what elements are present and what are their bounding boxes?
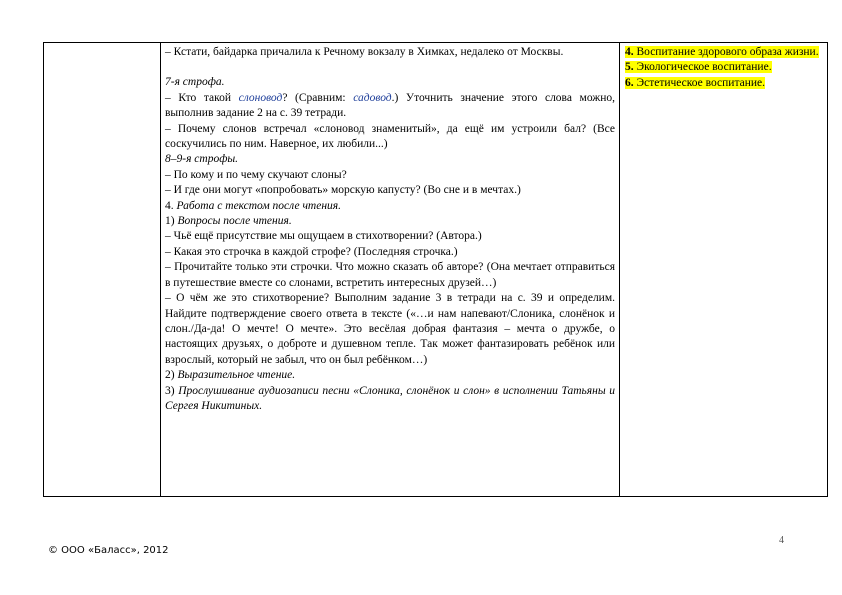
- question-presence: – Чьё ещё присутствие мы ощущаем в стихотворении? (Автора.): [165, 230, 482, 243]
- heading-stanza-8-9: 8–9-я строфы.: [165, 153, 239, 166]
- lesson-content-cell: [161, 43, 620, 496]
- question-author: – Прочитайте только эти строчки. Что можно сказать об авторе? (Она мечтает отправиться в путешествие вместе со слонами, встретить интересных друзей…): [165, 261, 615, 289]
- copyright-footer: © ООО «Баласс», 2012: [48, 545, 169, 556]
- goal-item-6: 6. Эстетическое воспитание.: [625, 76, 766, 89]
- question-line: – Какая это строчка в каждой строфе? (Последняя строчка.): [165, 245, 458, 258]
- question-seaweed: – И где они могут «попробовать» морскую капусту? (Во сне и в мечтах.): [165, 184, 521, 197]
- goal-item-4: 4. Воспитание здорового образа жизни.: [625, 46, 819, 58]
- heading-stanza-7: 7-я строфа.: [165, 76, 225, 89]
- section-4-2: 2) Выразительное чтение.: [165, 369, 296, 382]
- question-ball: – Почему слонов встречал «слоновод знаменитый», да ещё им устроили бал? (Все соскучились по ним. Наверное, их любили...): [165, 122, 615, 151]
- paragraph-kayak: – Кстати, байдарка причалила к Речному вокзалу в Химках, недалеко от Москвы.: [165, 46, 564, 58]
- education-goals-cell: [620, 43, 827, 498]
- table-column-empty: [44, 43, 161, 496]
- section-4-3: 3) Прослушивание аудиозаписи песни «Слоника, слонёнок и слон» в исполнении Татьяны и Сергея Никитиных.: [165, 384, 615, 412]
- question-miss: – По кому и по чему скучают слоны?: [165, 168, 347, 181]
- question-about: – О чём же это стихотворение? Выполним задание 3 в тетради на с. 39 и определим. Найдите подтверждение своего ответа в тексте («…и нам напевают/Слоника, слонёнок и слон./Да-да! О мечте! О мечте». Это весёлая добрая фантазия – мечта о дружбе, о настоящих друзьях, о доброте и душевном тепле. Так может фантазировать ребёнок или взрослый, который не забыл, что он был ребёнком…): [165, 292, 615, 366]
- section-4: 4. Работа с текстом после чтения.: [165, 199, 342, 212]
- question-slonovod: – Кто такой слоновод? (Сравним: садовод.) Уточнить значение этого слова можно, выполнив задание 2 на с. 39 тетради.: [165, 91, 616, 120]
- lesson-table: [43, 42, 828, 497]
- section-4-1: 1) Вопросы после чтения.: [165, 215, 292, 228]
- goal-item-5: 5. Экологическое воспитание.: [625, 61, 772, 74]
- page-number: 4: [779, 535, 784, 546]
